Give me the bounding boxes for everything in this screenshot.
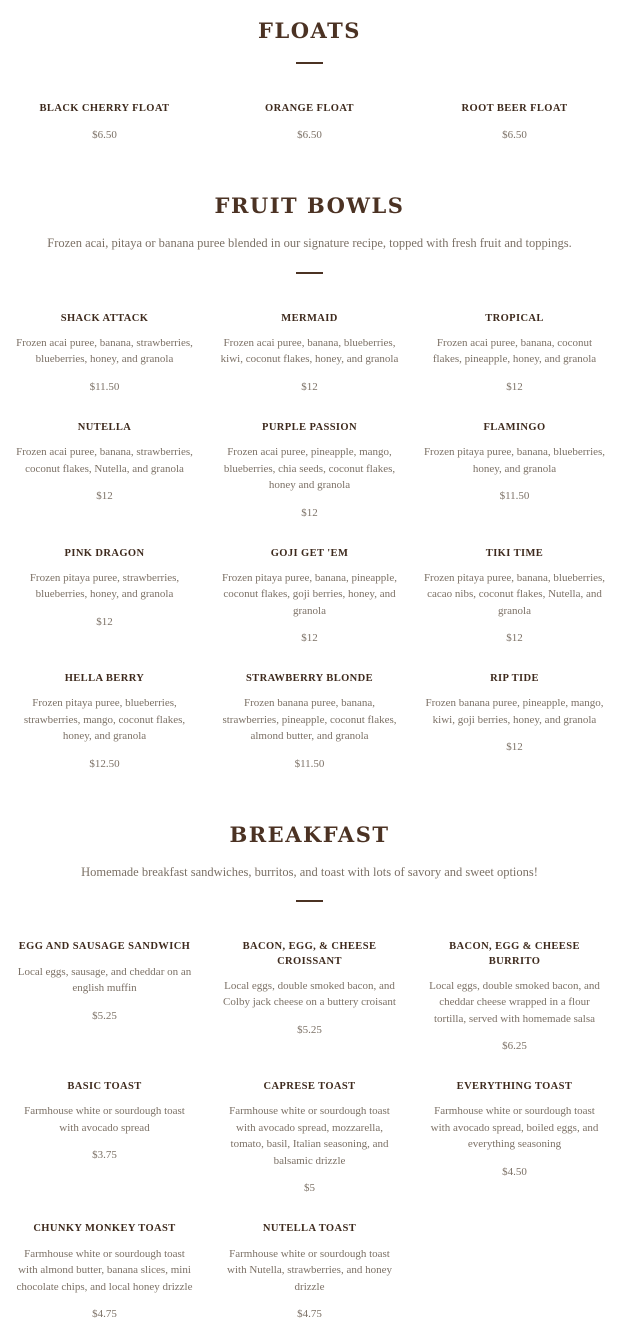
item-price: $6.50 — [297, 129, 322, 142]
item-name: BACON, EGG, & CHEESE CROISSANT — [242, 941, 377, 967]
item-price: $12 — [506, 632, 523, 645]
item-description: Local eggs, double smoked bacon, and Colby jack cheese on a buttery croisant — [223, 979, 396, 1009]
section-divider — [296, 900, 323, 902]
item-name: EGG AND SAUSAGE SANDWICH — [18, 941, 191, 953]
item-price: $12 — [96, 615, 113, 628]
item-name: FLAMINGO — [483, 421, 546, 433]
item-description: Farmhouse white or sourdough toast with Nutella, strawberries, and honey drizzle — [227, 1247, 392, 1293]
item-price: $5.25 — [297, 1023, 322, 1036]
menu-item — [217, 1222, 402, 1320]
menu-item — [217, 547, 402, 645]
item-price: $11.50 — [499, 490, 530, 503]
item-name: ORANGE FLOAT — [265, 103, 354, 114]
menu-item — [422, 312, 607, 393]
item-price: $6.25 — [502, 1040, 527, 1053]
item-name: RIP TIDE — [490, 673, 539, 685]
section-divider — [296, 272, 323, 274]
item-price: $4.50 — [502, 1165, 527, 1178]
item-name: CHUNKY MONKEY TOAST — [33, 1223, 176, 1235]
item-name: EVERYTHING TOAST — [456, 1081, 573, 1093]
item-price: $12 — [506, 741, 523, 754]
item-description: Farmhouse white or sourdough toast with avocado spread — [24, 1105, 185, 1134]
menu-item — [422, 102, 607, 141]
menu-section-floats — [12, 18, 607, 141]
item-description: Frozen pitaya puree, banana, blueberries, honey, and granola — [423, 446, 606, 475]
item-name: PURPLE PASSION — [262, 421, 357, 433]
item-price: $12 — [96, 490, 113, 503]
menu-item — [217, 672, 402, 770]
menu-item — [217, 1080, 402, 1194]
item-name: PINK DRAGON — [64, 547, 145, 559]
menu-item — [217, 312, 402, 393]
menu-item — [422, 547, 607, 645]
item-price: $12 — [301, 506, 318, 519]
item-description: Frozen acai puree, banana, blueberries, kiwi, coconut flakes, honey, and granola — [220, 336, 399, 366]
section-subtitle: Homemade breakfast sandwiches, burritos, and toast with lots of savory and sweet options! — [81, 864, 538, 879]
item-description: Frozen pitaya puree, blueberries, strawberries, mango, coconut flakes, honey, and granola — [23, 697, 186, 743]
item-name: TIKI TIME — [485, 547, 544, 559]
menu-item — [217, 102, 402, 141]
menu-item — [12, 672, 197, 770]
menu-section-fruit-bowls — [12, 193, 607, 770]
item-name: STRAWBERRY BLONDE — [245, 673, 374, 685]
menu-section-breakfast — [12, 822, 607, 1320]
item-name: BLACK CHERRY FLOAT — [39, 103, 170, 114]
item-name: BACON, EGG & CHEESE BURRITO — [449, 941, 580, 967]
item-description: Farmhouse white or sourdough toast with avocado spread, mozzarella, tomato, basil, Italian seasoning, and balsamic drizzle — [229, 1105, 390, 1167]
menu-item — [12, 102, 197, 141]
item-description: Local eggs, sausage, and cheddar on an english muffin — [17, 965, 192, 995]
item-name: TROPICAL — [485, 312, 544, 324]
menu-item — [422, 672, 607, 770]
item-price: $4.75 — [92, 1308, 117, 1321]
menu-item — [12, 1222, 197, 1320]
item-name: BASIC TOAST — [67, 1081, 142, 1093]
item-name: NUTELLA — [77, 421, 132, 433]
item-name: MERMAID — [281, 312, 338, 324]
item-price: $11.50 — [294, 757, 325, 770]
item-description: Frozen acai puree, pineapple, mango, blueberries, chia seeds, coconut flakes, honey and granola — [223, 446, 396, 492]
item-description: Frozen pitaya puree, strawberries, blueberries, honey, and granola — [29, 571, 180, 601]
menu-item — [12, 421, 197, 519]
item-price: $4.75 — [297, 1308, 322, 1321]
section-title: BREAKFAST — [229, 821, 390, 847]
item-name: GOJI GET 'EM — [270, 547, 349, 559]
item-price: $12.50 — [89, 757, 120, 770]
item-name: CAPRESE TOAST — [263, 1081, 356, 1093]
item-price: $11.50 — [89, 380, 120, 393]
item-price: $6.50 — [92, 129, 117, 142]
item-price: $5.25 — [92, 1009, 117, 1022]
item-price: $12 — [301, 380, 318, 393]
section-items — [12, 312, 607, 770]
item-name: ROOT BEER FLOAT — [461, 103, 568, 114]
item-description: Frozen banana puree, pineapple, mango, kiwi, goji berries, honey, and granola — [425, 697, 604, 726]
item-price: $12 — [506, 380, 523, 393]
menu-item — [422, 1080, 607, 1194]
menu-item — [12, 940, 197, 1052]
section-divider — [296, 62, 323, 64]
menu-item — [12, 547, 197, 645]
section-title: FRUIT BOWLS — [214, 193, 405, 219]
item-description: Frozen acai puree, banana, coconut flakes, pineapple, honey, and granola — [432, 336, 597, 366]
item-description: Frozen acai puree, banana, strawberries, coconut flakes, Nutella, and granola — [16, 446, 193, 475]
menu-item — [217, 940, 402, 1052]
menu-item — [12, 1080, 197, 1194]
item-description: Frozen pitaya puree, banana, pineapple, coconut flakes, goji berries, honey, and granola — [221, 571, 397, 617]
item-description: Farmhouse white or sourdough toast with avocado spread, boiled eggs, and everything seasoning — [430, 1105, 599, 1151]
menu-item — [422, 940, 607, 1052]
section-items — [12, 940, 607, 1320]
menu-item — [217, 421, 402, 519]
menu-item — [422, 421, 607, 519]
item-name: SHACK ATTACK — [60, 312, 149, 324]
item-description: Frozen banana puree, banana, strawberries, pineapple, coconut flakes, almond butter, and granola — [222, 697, 397, 743]
item-description: Local eggs, double smoked bacon, and cheddar cheese wrapped in a flour tortilla, served with homemade salsa — [429, 979, 600, 1025]
item-name: NUTELLA TOAST — [262, 1223, 357, 1235]
section-subtitle: Frozen acai, pitaya or banana puree blended in our signature recipe, topped with fresh fruit and toppings. — [47, 236, 572, 251]
item-description: Frozen acai puree, banana, strawberries, blueberries, honey, and granola — [16, 336, 193, 366]
item-description: Farmhouse white or sourdough toast with almond butter, banana slices, mini chocolate chips, and local honey drizzle — [16, 1247, 193, 1293]
item-description: Frozen pitaya puree, banana, blueberries, cacao nibs, coconut flakes, Nutella, and granola — [423, 571, 606, 617]
item-price: $5 — [304, 1182, 315, 1195]
item-price: $3.75 — [92, 1149, 117, 1162]
item-price: $12 — [301, 632, 318, 645]
item-price: $6.50 — [502, 129, 527, 142]
section-items — [12, 102, 607, 141]
section-title: FLOATS — [258, 18, 361, 43]
menu-item — [12, 312, 197, 393]
item-name: HELLA BERRY — [64, 673, 145, 685]
